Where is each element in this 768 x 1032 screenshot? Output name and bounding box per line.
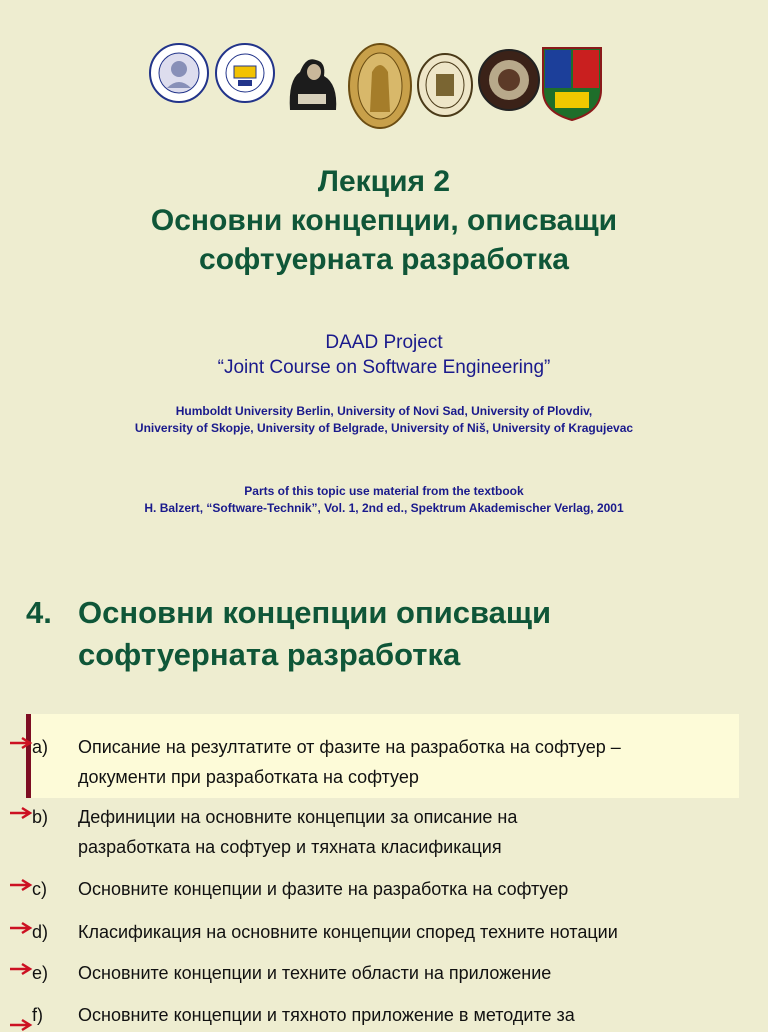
- heading-line-1: Основни концепции описващи: [78, 595, 552, 630]
- section-number: 4.: [26, 595, 52, 630]
- humboldt-university-seal: [148, 42, 210, 104]
- item-letter: f): [32, 1005, 43, 1025]
- project-block: [0, 330, 768, 380]
- textbook-credit: [0, 483, 768, 517]
- item-text-line: Основните концепции и техните области на приложение: [78, 963, 552, 983]
- textbook-line-1: Parts of this topic use material from the textbook: [244, 484, 524, 498]
- belgrade-seal: [416, 52, 474, 118]
- highlight-bar: [26, 714, 31, 798]
- item-text-line: Класификация на основните концепции според техните нотации: [78, 922, 618, 942]
- item-text-line: Основните концепции и фазите на разработка на софтуер: [78, 879, 569, 899]
- item-letter: b): [32, 807, 49, 827]
- course-name: “Joint Course on Software Engineering”: [217, 357, 551, 378]
- textbook-line-2: H. Balzert, “Software-Technik”, Vol. 1, 2nd ed., Spektrum Akademischer Verlag, 2001: [144, 501, 624, 515]
- plovdiv-portrait-emblem: [280, 50, 346, 112]
- universities: [0, 403, 768, 437]
- universities-line-2: University of Skopje, University of Belgrade, University of Niš, University of Kragujevac: [134, 421, 634, 435]
- item-text-line: разработката на софтуер и тяхната класификация: [78, 837, 502, 857]
- lecture-title: [0, 162, 768, 279]
- university-logos: [0, 42, 768, 134]
- nis-university-seal: [477, 48, 541, 112]
- item-text-line: Описание на резултатите от фазите на разработка на софтуер –: [78, 737, 621, 757]
- heading-line-2: софтуерната разработка: [78, 637, 461, 672]
- title-line-2: Основни концепции, описващи: [150, 204, 618, 237]
- item-letter: c): [32, 879, 47, 899]
- title-line-1: Лекция 2: [317, 165, 451, 198]
- universities-line-1: Humboldt University Berlin, University of Novi Sad, University of Plovdiv,: [175, 404, 593, 418]
- item-letter: e): [32, 963, 49, 983]
- outline-slide: [0, 540, 768, 1024]
- item-text-line: Основните концепции и тяхното приложение в методите за: [78, 1005, 575, 1025]
- item-text-line: Дефиниции на основните концепции за описание на: [78, 807, 518, 827]
- item-letter: a): [32, 737, 49, 757]
- title-line-3: софтуерната разработка: [199, 243, 569, 276]
- project-name: DAAD Project: [325, 332, 443, 353]
- item-letter: d): [32, 922, 49, 942]
- item-text-line: документи при разработката на софтуер: [78, 767, 419, 787]
- skopje-gold-medallion: [346, 42, 414, 130]
- kragujevac-shield: [541, 46, 603, 122]
- university-novi-sad-seal: [214, 42, 276, 104]
